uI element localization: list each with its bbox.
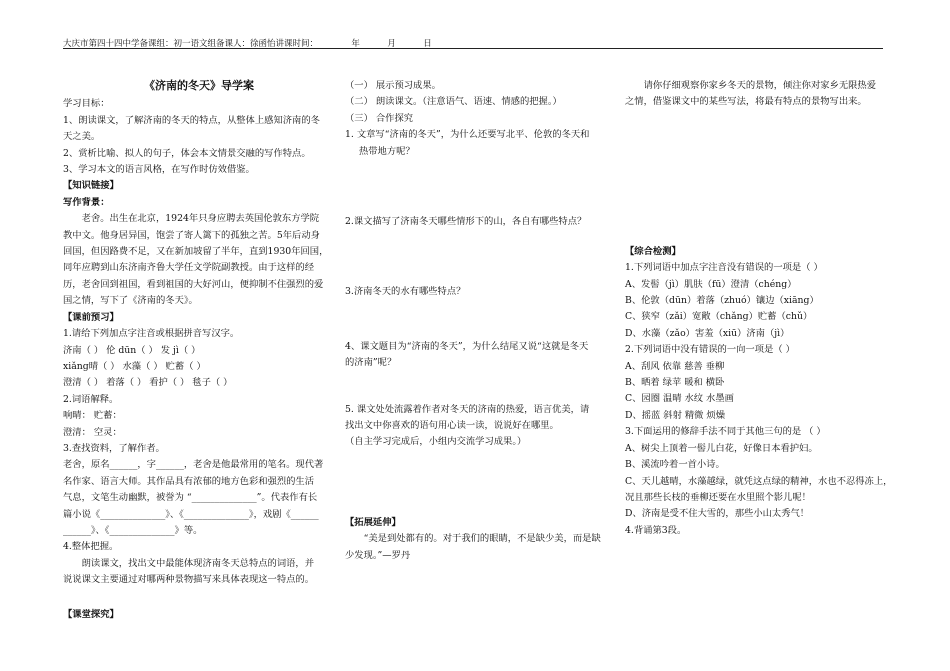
header-text: 大庆市第四十四中学备课组：初一语文组备课人：徐函怡讲课时间： [63, 39, 319, 49]
question-4: 4、课文题目为“济南的冬天”，为什么结尾又说“这就是冬天 [345, 340, 589, 352]
text-line: 国之情，写下了《济南的冬天》。 [63, 295, 198, 307]
text-line: 之情，借鉴课文中的某些写法，将最有特点的景物写出来。 [625, 96, 867, 108]
text-line: 况且那些长枝的垂柳还要在水里照个影儿呢！ [625, 491, 811, 503]
text-line: D、济南是受不住大雪的，那些小山太秀气！ [625, 508, 810, 520]
header-year: 年 [351, 39, 360, 49]
question-5: 5. 课文处处流露着作者对冬天的济南的热爱，语言优美，请 [345, 403, 590, 415]
text-line: 篇小说《______________》、《______________》，戏剧《______ [63, 508, 319, 520]
text-line: 朗读课文，找出文中最能体现济南冬天总特点的词语，并 [81, 557, 315, 569]
text-line: 2.词语解释。 [63, 393, 119, 405]
text-line: 1.下列词语中加点字注音没有错误的一项是（ ） [625, 262, 823, 274]
text-line: D、摇蓝 斜射 精微 烦燥 [625, 409, 725, 421]
text-line: A、刮风 依靠 慈善 垂柳 [625, 360, 725, 372]
text-line: 气息，文笔生动幽默，被誉为 “______________”。代表作有长 [63, 492, 318, 504]
question-2: 2.课文描写了济南冬天哪些情形下的山，各自有哪些特点？ [345, 216, 587, 228]
text-line: 教中文。他身居异国，饱尝了寄人篱下的孤独之苦。5年后动身 [63, 229, 320, 241]
text-line: 2、赏析比喻、拟人的句子，体会本文情景交融的写作特点。 [63, 147, 311, 159]
text-line: 老舍，原名______，字______，老舍是他最常用的笔名。现代著 [63, 459, 324, 471]
text-line: 澄清： 空灵： [63, 426, 122, 438]
question-3: 3.济南冬天的水有哪些特点？ [345, 286, 466, 298]
text-line: 响晴： 贮蓄： [63, 410, 122, 422]
quote-line: 少发现。”—罗丹 [345, 549, 411, 561]
text-line: B、伦敦（dūn）着落（zhuó）镶边（xiāng） [625, 295, 819, 307]
section-subheading: 写作背景： [63, 196, 110, 208]
text-line: 请你仔细观察你家乡冬天的景物，倾注你对家乡无限热爱 [643, 80, 877, 91]
page-title: 《济南的冬天》导学案 [144, 79, 254, 92]
text-line: （一） 展示预习成果。 [345, 80, 441, 91]
text-line: D、水藻（zǎo）害羞（xiū）济南（jì） [625, 327, 790, 339]
question-1: 1. 文章写“济南的冬天”，为什么还要写北平、伦敦的冬天和 [345, 129, 590, 141]
text-line: （三） 合作探究 [345, 112, 414, 124]
text-line: 4.背诵第3段。 [625, 524, 687, 536]
text-line: （自主学习完成后，小组内交流学习成果。） [345, 436, 527, 448]
text-line: 4.整体把握。 [63, 541, 119, 553]
section-heading: 【课前预习】 [63, 311, 119, 323]
column-2 [345, 78, 610, 564]
text-line: 天之美。 [63, 131, 101, 143]
header-month: 月 [387, 39, 396, 49]
text-line: ______》、《______________》等。 [63, 524, 203, 536]
text-line: A、发髻（jì）肌肤（fū）澄清（chéng） [625, 278, 797, 290]
text-line: 老舍。出生在北京，1924年只身应聘去英国伦敦东方学院 [81, 213, 320, 225]
text-line: 济南（ ） 伦 dūn（ ） 发 jì（ ） [63, 344, 201, 356]
text-line: 回国，但因路费不足，又在新加坡留了半年，直到1930年回国， [63, 246, 329, 258]
header-day: 日 [423, 39, 432, 49]
text-line: （二） 朗读课文。（注意语气、语速、情感的把握。） [345, 96, 562, 108]
text-line: 同年应聘到山东济南齐鲁大学任文学院副教授。由于这样的经 [63, 262, 315, 274]
quote-line: “美是到处都有的。对于我们的眼睛，不是缺少美，而是缺 [363, 533, 601, 545]
text-line: 2.下列词语中没有错误的一向一项是（ ） [625, 344, 795, 356]
column-3 [625, 78, 893, 539]
text-line: C、天儿越晴，水藻越绿，就凭这点绿的精神，水也不忍得冻上， [625, 475, 893, 487]
text-line: 说说课文主要通过对哪两种景物描写来具体表现这一特点的。 [63, 574, 315, 586]
section-heading: 【课堂探究】 [63, 608, 119, 620]
text-line: 名作家、语言大师。其作品具有浓郁的地方色彩和强烈的生活 [63, 475, 315, 487]
text-line: C、狭窄（zǎi）宽敞（chǎng）贮蓄（chǔ） [625, 311, 813, 323]
text-line: 3、学习本文的语言风格，在写作时仿效借鉴。 [63, 164, 255, 176]
text-line: B、晒着 绿苹 暖和 横卧 [625, 377, 725, 389]
section-heading: 【拓展延伸】 [345, 516, 401, 528]
text-line: A、树尖上顶着一髻儿白花，好像日本看护妇。 [625, 442, 818, 454]
text-line: 1.请给下列加点字注音或根据拼音写汉字。 [63, 328, 240, 340]
text-line: 澄清（ ） 着落（ ） 看护（ ） 毯子（ ） [63, 377, 233, 389]
column-1 [63, 78, 335, 623]
text-line: 1、朗读课文，了解济南的冬天的特点，从整体上感知济南的冬 [63, 114, 320, 126]
section-heading: 【综合检测】 [625, 245, 681, 257]
section-heading: 【知识链接】 [63, 180, 119, 192]
text-line: C、园圈 温晴 水纹 水墨画 [625, 393, 734, 405]
text-line: 热带地方呢？ [358, 145, 415, 157]
text-line: B、溪流吟着一首小诗。 [625, 459, 725, 471]
header-divider [63, 48, 883, 49]
text-line: 的济南”呢？ [345, 357, 397, 369]
text-line: 历，老舍回到祖国，看到祖国的大好河山，便抑制不住强烈的爱 [63, 278, 324, 290]
text-line: 找出文中你喜欢的语句用心读一读，说说好在哪里。 [345, 420, 559, 432]
text-line: xiǎng晴（ ） 水藻（ ） 贮蓄（ ） [63, 360, 206, 372]
text-line: 学习目标： [63, 98, 110, 110]
text-line: 3.下面运用的修辞手法不同于其他三句的是 （ ） [625, 426, 826, 438]
text-line: 3.查找资料，了解作者。 [63, 442, 165, 454]
